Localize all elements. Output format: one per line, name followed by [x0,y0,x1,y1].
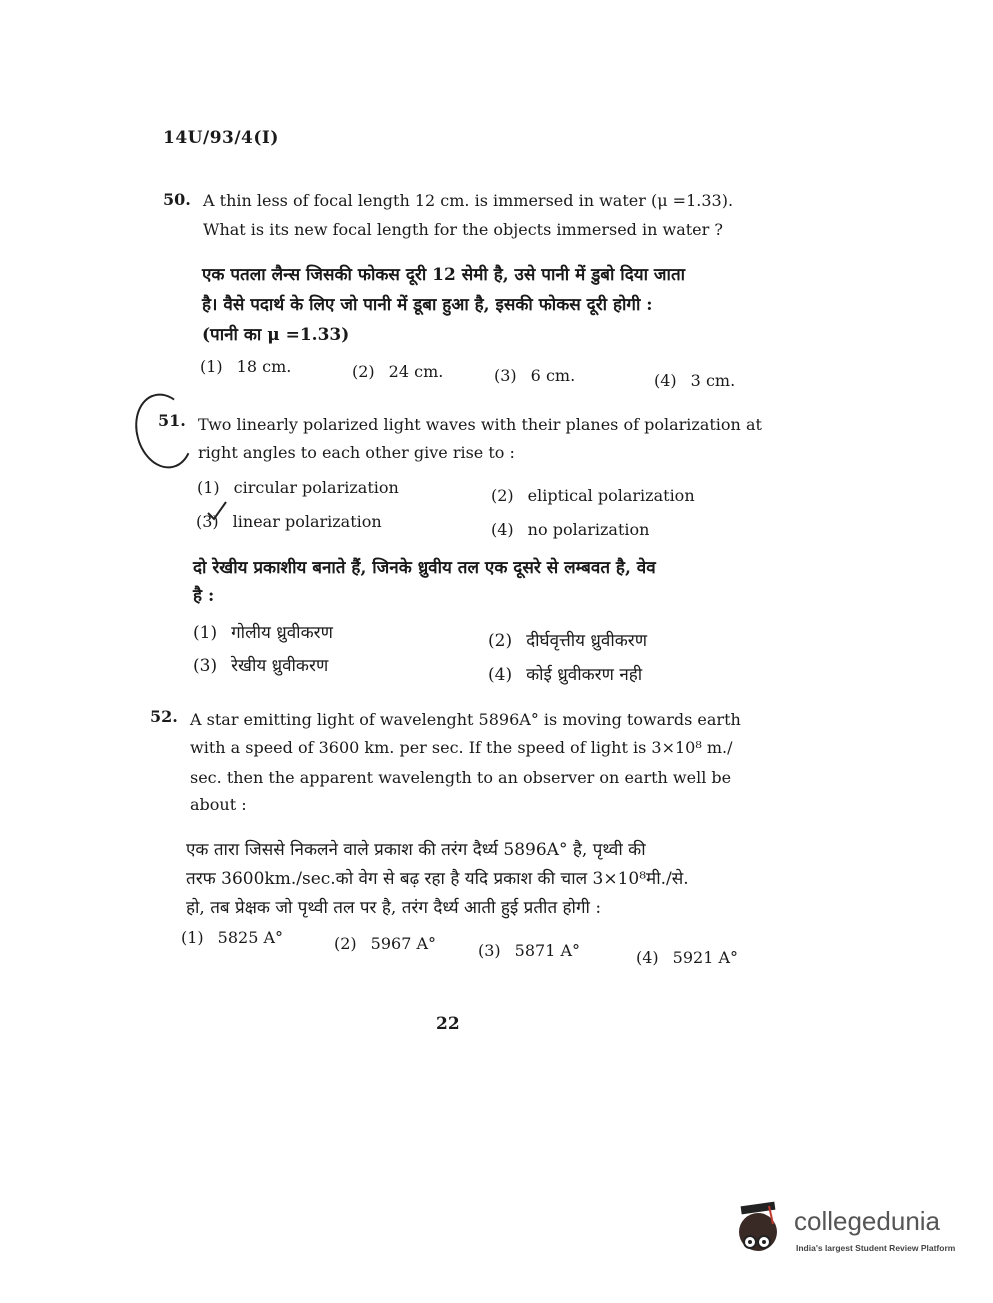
option-number: (4) [491,520,514,539]
option-3 [494,366,575,385]
option-number: (1) [200,357,223,376]
option-text: circular polarization [233,478,399,497]
watermark-tagline: India's largest Student Review Platform [796,1243,956,1253]
question-text-en: A thin less of focal length 12 cm. is immersed in water (μ =1.33). [203,191,734,210]
option-2 [491,486,695,505]
option-text: 24 cm. [388,362,444,381]
question-text-hi: (पानी का μ =1.33) [202,325,350,345]
question-number: 51. [158,411,186,430]
question-text-en: about : [190,795,247,814]
option-2 [334,934,436,953]
option-text: 5871 A° [514,941,581,960]
option-4 [491,520,649,539]
question-text-hi: एक तारा जिससे निकलने वाले प्रकाश की तरंग दैर्ध्य 5896A° है, पृथ्वी की [186,840,646,860]
option-text: 5967 A° [370,934,437,953]
option-text: 5825 A° [217,928,284,947]
option-text: कोई ध्रुवीकरण नही [526,665,643,685]
option-text: रेखीय ध्रुवीकरण [231,656,329,676]
option-number: (3) [494,366,517,385]
option-2 [352,362,443,381]
option-number: (1) [193,623,218,643]
option-text: गोलीय ध्रुवीकरण [231,623,333,643]
option-2 [488,628,647,651]
question-number: 52. [150,707,178,726]
question-text-en: A star emitting light of wavelenght 5896A° is moving towards earth [190,710,741,729]
option-4 [654,371,735,390]
option-number: (3) [196,512,219,531]
option-1 [181,928,283,947]
option-text: 5921 A° [672,948,739,967]
option-number: (2) [352,362,375,381]
option-number: (2) [334,934,357,953]
question-text-hi: दो रेखीय प्रकाशीय बनाते हैं, जिनके ध्रुवीय तल एक दूसरे से लम्बवत है, वेव [193,558,656,578]
option-number: (2) [488,631,513,651]
paper-code: 14U/93/4(I) [163,128,279,148]
question-text-hi: है। वैसे पदार्थ के लिए जो पानी में डूबा हुआ है, इसकी फोकस दूरी होगी : [202,295,653,315]
question-text-en: with a speed of 3600 km. per sec. If the speed of light is 3×10⁸ m./ [190,738,733,757]
option-3 [478,941,580,960]
option-1 [197,478,399,497]
question-text-hi: है : [193,586,215,606]
option-number: (2) [491,486,514,505]
option-text: no polarization [527,520,650,539]
option-3 [193,653,328,676]
option-number: (3) [478,941,501,960]
page-number: 22 [436,1014,460,1034]
option-number: (3) [193,656,218,676]
question-text-en: right angles to each other give rise to : [198,443,515,462]
option-4 [636,948,738,967]
option-text: 6 cm. [530,366,576,385]
option-1 [193,620,333,643]
option-text: 18 cm. [236,357,292,376]
option-number: (4) [654,371,677,390]
question-text-en: Two linearly polarized light waves with their planes of polarization at [198,415,762,434]
option-text: 3 cm. [690,371,736,390]
question-text-en: What is its new focal length for the objects immersed in water ? [203,220,723,239]
option-number: (1) [197,478,220,497]
option-text: linear polarization [232,512,382,531]
check-mark-icon [206,500,228,522]
option-4 [488,662,642,685]
question-text-en: sec. then the apparent wavelength to an observer on earth well be [190,768,732,787]
option-number: (1) [181,928,204,947]
option-1 [200,357,291,376]
question-number: 50. [163,190,191,209]
option-text: eliptical polarization [527,486,695,505]
watermark-brand: collegedunia [794,1206,941,1236]
option-number: (4) [636,948,659,967]
question-text-hi: हो, तब प्रेक्षक जो पृथ्वी तल पर है, तरंग दैर्ध्य आती हुई प्रतीत होगी : [186,898,602,918]
option-text: दीर्घवृत्तीय ध्रुवीकरण [526,631,648,651]
question-text-hi: तरफ 3600km./sec.को वेग से बढ़ रहा है यदि प्रकाश की चाल 3×10⁸मी./से. [186,869,689,889]
handwritten-circle-mark [127,387,201,475]
option-number: (4) [488,665,513,685]
question-text-hi: एक पतला लैन्स जिसकी फोकस दूरी 12 सेमी है, उसे पानी में डुबो दिया जाता [202,265,686,285]
